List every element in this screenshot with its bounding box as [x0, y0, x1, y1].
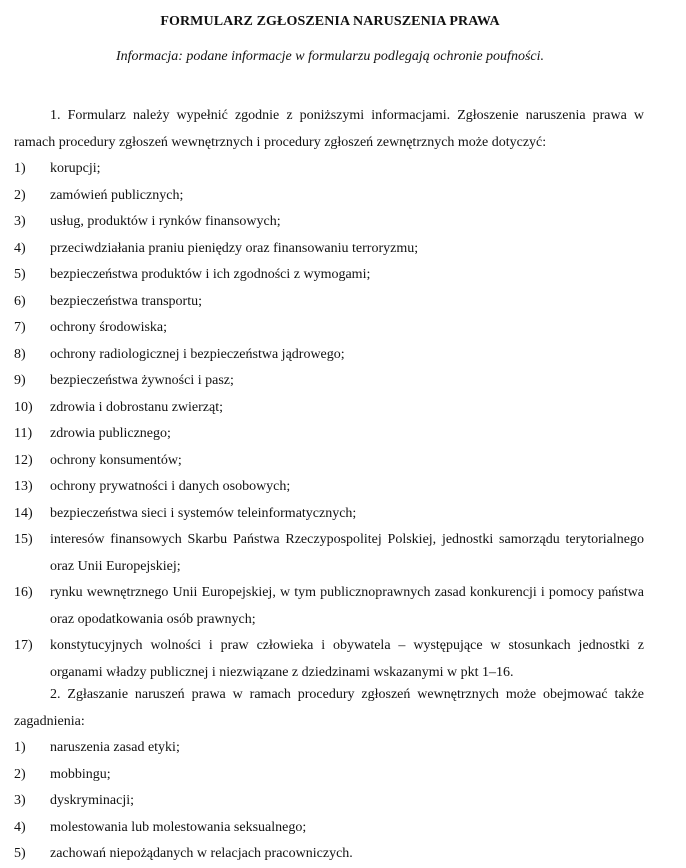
list-item-text: rynku wewnętrznego Unii Europejskiej, w tym publicznoprawnych zasad konkurencji i pomocy państwa oraz opodatkowania osób prawnych;	[50, 585, 644, 627]
list-item	[14, 156, 644, 183]
list-item-number: 4)	[14, 240, 26, 256]
list-item-number: 1)	[14, 740, 26, 755]
list-item-number: 12)	[14, 452, 33, 468]
list-item-text: molestowania lub molestowania seksualnego;	[50, 819, 307, 835]
list-item-number: 13)	[14, 479, 33, 494]
internal-issues-list	[14, 735, 644, 868]
list-item-number: 11)	[14, 426, 33, 441]
paragraph-2: 2. Zgłaszanie naruszeń prawa w ramach procedury zgłoszeń wewnętrznych może obejmować także zagadnienia:	[14, 687, 644, 729]
list-item	[14, 368, 644, 395]
list-item-text: zachowań niepożądanych w relacjach pracowniczych.	[50, 846, 353, 861]
list-item	[14, 735, 644, 762]
paragraph-1: 1. Formularz należy wypełnić zgodnie z poniższymi informacjami. Zgłoszenie naruszenia prawa w ramach procedury zgłoszeń wewnętrznych i procedury zgłoszeń zewnętrznych może dotyczyć:	[14, 108, 644, 150]
list-item-text: bezpieczeństwa żywności i pasz;	[50, 373, 234, 388]
list-item	[14, 262, 644, 289]
list-item-text: konstytucyjnych wolności i praw człowieka i obywatela – występujące w stosunkach jednostki z organami władzy publicznej i niezwiązane z dziedzinami wskazanymi w pkt 1–16.	[50, 638, 644, 680]
list-item-text: ochrony prywatności i danych osobowych;	[50, 479, 291, 494]
list-item	[14, 474, 644, 501]
list-item	[14, 788, 644, 815]
list-item-text: przeciwdziałania praniu pieniędzy oraz finansowaniu terroryzmu;	[50, 240, 419, 256]
list-item-number: 16)	[14, 585, 33, 600]
list-item-text: zdrowia publicznego;	[50, 426, 171, 441]
list-item-number: 1)	[14, 161, 26, 176]
list-item	[14, 815, 644, 842]
list-item-text: ochrony radiologicznej i bezpieczeństwa jądrowego;	[50, 346, 345, 362]
list-item	[14, 501, 644, 528]
list-item-text: mobbingu;	[50, 766, 111, 782]
list-item-text: zdrowia i dobrostanu zwierząt;	[50, 399, 223, 415]
list-item-text: ochrony środowiska;	[50, 320, 168, 335]
list-item-number: 9)	[14, 373, 26, 388]
list-item	[14, 841, 644, 868]
list-item	[14, 580, 644, 633]
list-item-number: 6)	[14, 293, 26, 309]
list-item-number: 2)	[14, 187, 26, 203]
list-item	[14, 289, 644, 316]
list-item-number: 7)	[14, 320, 26, 335]
list-item-number: 5)	[14, 267, 26, 282]
list-item	[14, 315, 644, 342]
list-item-text: zamówień publicznych;	[50, 187, 184, 203]
list-item	[14, 762, 644, 789]
list-item-number: 15)	[14, 532, 33, 547]
list-item	[14, 395, 644, 422]
list-item	[14, 183, 644, 210]
list-item	[14, 421, 644, 448]
list-item-text: bezpieczeństwa transportu;	[50, 293, 202, 309]
list-item-number: 3)	[14, 793, 26, 808]
list-item-number: 8)	[14, 346, 26, 362]
list-item-number: 10)	[14, 399, 33, 415]
list-item	[14, 236, 644, 263]
document-title: FORMULARZ ZGŁOSZENIA NARUSZENIA PRAWA	[160, 14, 500, 29]
list-item-number: 5)	[14, 846, 26, 861]
list-item-number: 2)	[14, 766, 26, 782]
violation-areas-list	[14, 156, 644, 686]
list-item-text: usług, produktów i rynków finansowych;	[50, 214, 281, 229]
list-item-text: bezpieczeństwa sieci i systemów teleinformatycznych;	[50, 505, 357, 521]
list-item-text: naruszenia zasad etyki;	[50, 740, 180, 755]
list-item	[14, 342, 644, 369]
list-item-text: ochrony konsumentów;	[50, 452, 182, 468]
list-item-text: korupcji;	[50, 161, 101, 176]
list-item-number: 3)	[14, 214, 26, 229]
list-item-text: interesów finansowych Skarbu Państwa Rzeczypospolitej Polskiej, jednostki samorządu terytorialnego oraz Unii Europejskiej;	[50, 532, 644, 574]
list-item	[14, 527, 644, 580]
list-item-number: 4)	[14, 819, 26, 835]
list-item-text: dyskryminacji;	[50, 793, 134, 808]
document-subtitle: Informacja: podane informacje w formularzu podlegają ochronie poufności.	[116, 49, 544, 64]
list-item-text: bezpieczeństwa produktów i ich zgodności z wymogami;	[50, 267, 371, 282]
list-item-number: 17)	[14, 638, 33, 653]
list-item	[14, 448, 644, 475]
list-item	[14, 633, 644, 686]
list-item-number: 14)	[14, 505, 33, 521]
list-item	[14, 209, 644, 236]
